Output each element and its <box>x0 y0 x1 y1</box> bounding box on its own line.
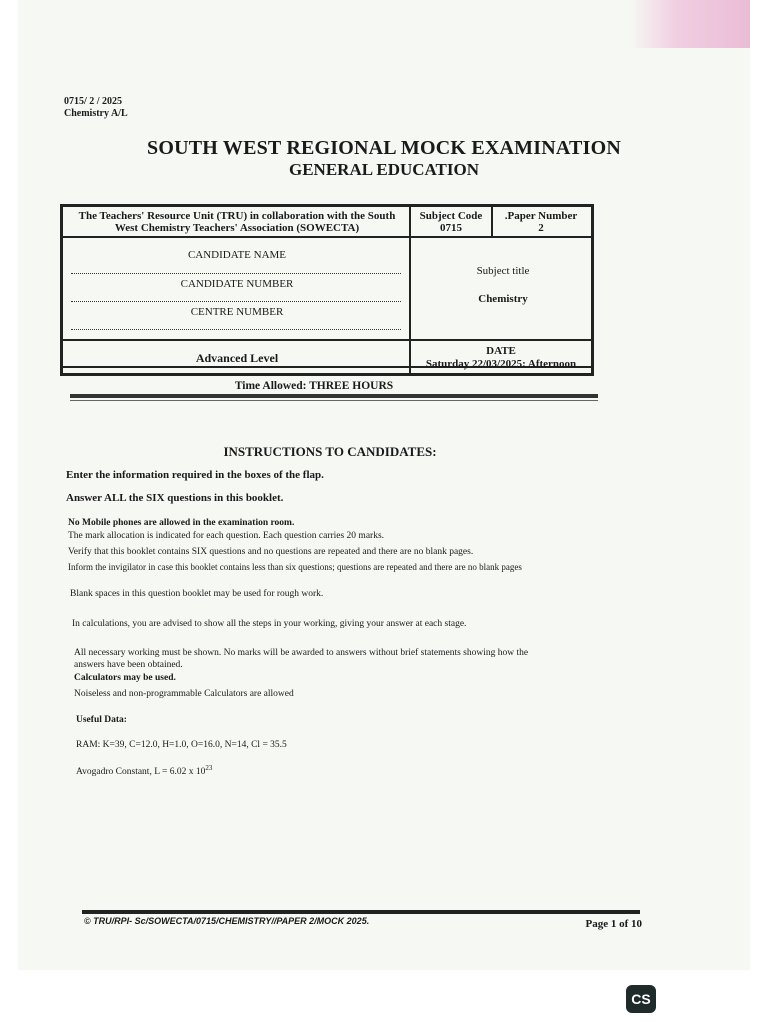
ram-values: RAM: K=39, C=12.0, H=1.0, O=16.0, N=14, Cl = 35.5 <box>76 740 287 750</box>
instruction-line: Blank spaces in this question booklet may be used for rough work. <box>70 589 324 599</box>
paper-number-label: .Paper Number <box>504 210 578 222</box>
avogadro-exponent: 23 <box>205 764 213 772</box>
footer-rule <box>82 910 640 914</box>
instruction-line: Verify that this booklet contains SIX questions and no questions are repeated and there are no blank pages. <box>68 547 474 557</box>
subject-code-value: 0715 <box>440 222 462 234</box>
avogadro-constant <box>76 762 212 778</box>
divider-bar <box>70 400 598 401</box>
subject-code-label: Subject Code <box>419 210 483 222</box>
organisation-text: The Teachers' Resource Unit (TRU) in collaboration with the South West Chemistry Teachers' Association (SOWECTA) <box>78 210 396 234</box>
box-divider <box>63 339 591 341</box>
box-divider <box>409 207 411 373</box>
instruction-line: The mark allocation is indicated for each question. Each question carries 20 marks. <box>68 531 385 541</box>
page-number: Page 1 of 10 <box>585 918 642 930</box>
centre-number-field[interactable] <box>71 329 401 330</box>
instruction-line: answers have been obtained. <box>74 660 183 670</box>
exam-subtitle: GENERAL EDUCATION <box>288 160 480 179</box>
paper-code: 0715/ 2 / 2025 <box>64 96 123 107</box>
candidate-name-label: CANDIDATE NAME <box>187 249 287 261</box>
instruction-line: Calculators may be used. <box>74 673 176 683</box>
centre-number-label: CENTRE NUMBER <box>190 306 284 318</box>
camscanner-logo: CS <box>626 985 656 1013</box>
instruction-line: Answer ALL the SIX questions in this booklet. <box>66 492 284 504</box>
candidate-name-field[interactable] <box>71 273 401 274</box>
instruction-line: Inform the invigilator in case this booklet contains less than six questions; questions are repeated and there are no blank pages <box>68 562 522 572</box>
instruction-line: In calculations, you are advised to show all the steps in your working, giving your answer at each stage. <box>72 619 467 629</box>
subject-title-value: Chemistry <box>478 293 528 305</box>
candidate-info-box <box>60 204 594 376</box>
instruction-line: All necessary working must be shown. No marks will be awarded to answers without brief statements showing how the <box>74 648 529 658</box>
subject-title-label: Subject title <box>476 265 530 277</box>
instructions-heading: INSTRUCTIONS TO CANDIDATES: <box>223 444 437 459</box>
scan-stain <box>630 0 750 48</box>
instruction-line: Noiseless and non-programmable Calculators are allowed <box>74 689 294 699</box>
date-value: Saturday 22/03/2025: Afternoon <box>425 358 577 370</box>
footer-reference: © TRU/RPI- Sc/SOWECTA/0715/CHEMISTRY//PAPER 2/MOCK 2025. <box>84 916 370 926</box>
instruction-line: No Mobile phones are allowed in the examination room. <box>68 518 295 528</box>
date-label: DATE <box>486 345 516 357</box>
avogadro-text: Avogadro Constant, L = 6.02 x 10 <box>76 767 206 778</box>
box-divider <box>63 236 591 238</box>
instruction-line: Enter the information required in the boxes of the flap. <box>66 469 324 481</box>
useful-data-heading: Useful Data: <box>76 715 127 725</box>
level-label: Advanced Level <box>195 351 279 365</box>
box-divider <box>491 207 493 238</box>
paper-number-value: 2 <box>538 222 544 234</box>
candidate-number-field[interactable] <box>71 301 401 302</box>
divider-bar <box>70 394 598 398</box>
exam-title: SOUTH WEST REGIONAL MOCK EXAMINATION <box>147 137 621 159</box>
candidate-number-label: CANDIDATE NUMBER <box>180 278 294 290</box>
subject-level: Chemistry A/L <box>64 108 128 119</box>
time-allowed: Time Allowed: THREE HOURS <box>234 380 394 392</box>
